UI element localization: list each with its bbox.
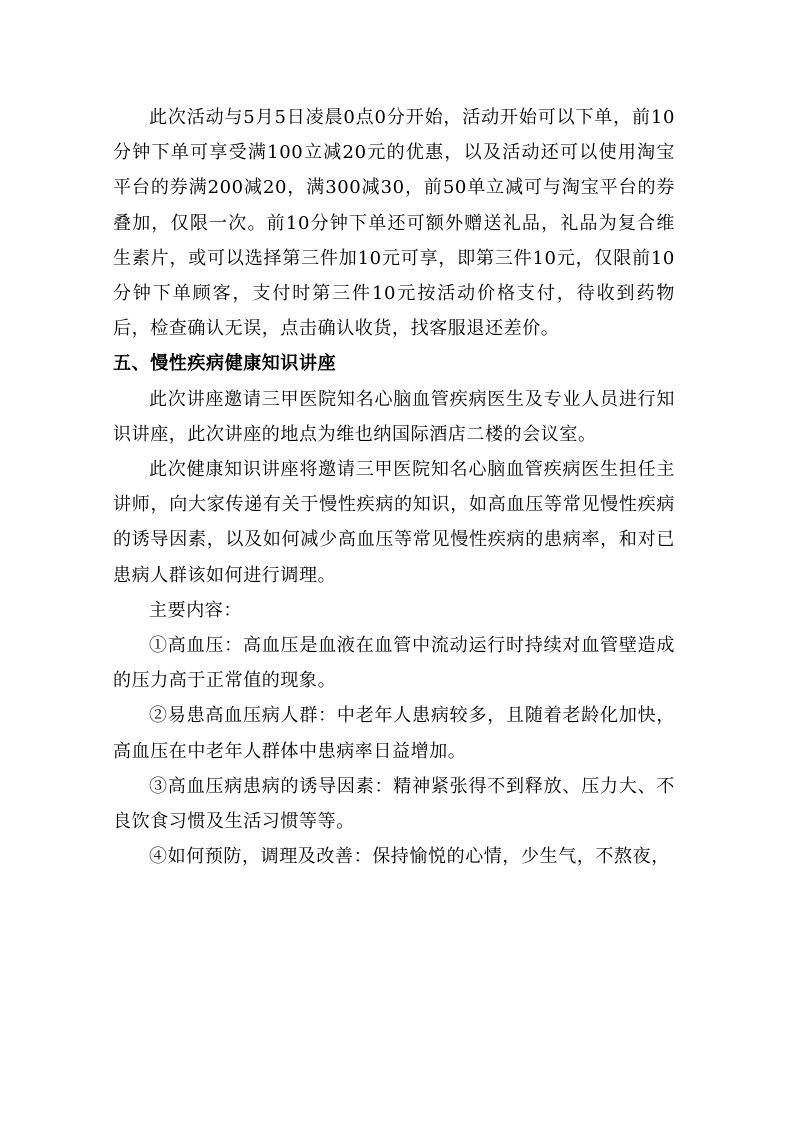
paragraph-item-3: ③高血压病患病的诱导因素：精神紧张得不到释放、压力大、不良饮食习惯及生活习惯等等。 xyxy=(113,775,675,833)
paragraph-item-4: ④如何预防，调理及改善：保持愉悦的心情，少生气，不熬夜， xyxy=(149,846,670,868)
paragraph-lecture-intro: 此次讲座邀请三甲医院知名心脑血管疾病医生及专业人员进行知识讲座，此次讲座的地点为维也纳国际酒店二楼的会议室。 xyxy=(113,388,675,445)
paragraph-item-2: ②易患高血压病人群：中老年人患病较多，且随着老龄化加快，高血压在中老年人群体中患病率日益增加。 xyxy=(113,705,675,762)
section-heading: 五、慢性疾病健康知识讲座 xyxy=(113,353,337,375)
paragraph-main-content-label: 主要内容： xyxy=(149,599,242,621)
paragraph-lecture-details: 此次健康知识讲座将邀请三甲医院知名心脑血管疾病医生担任主讲师，向大家传递有关于慢性疾病的知识，如高血压等常见慢性疾病的诱导因素，以及如何减少高血压等常见慢性疾病的患病率，和对已患病人群该如何进行调理。 xyxy=(113,459,675,586)
document-body xyxy=(113,100,675,874)
paragraph-promotion: 此次活动与5月5日凌晨0点0分开始，活动开始可以下单，前10分钟下单可享受满100立减20元的优惠，以及活动还可以使用淘宝平台的券满200减20，满300减30，前50单立减可与淘宝平台的券叠加，仅限一次。前10分钟下单还可额外赠送礼品，礼品为复合维生素片，或可以选择第三件加10元可享，即第三件10元，仅限前10分钟下单顾客，支付时第三件10元按活动价格支付，待收到药物后，检查确认无误，点击确认收货，找客服退还差价。 xyxy=(113,107,675,340)
paragraph-item-1: ①高血压：高血压是血液在血管中流动运行时持续对血管壁造成的压力高于正常值的现象。 xyxy=(113,635,675,692)
